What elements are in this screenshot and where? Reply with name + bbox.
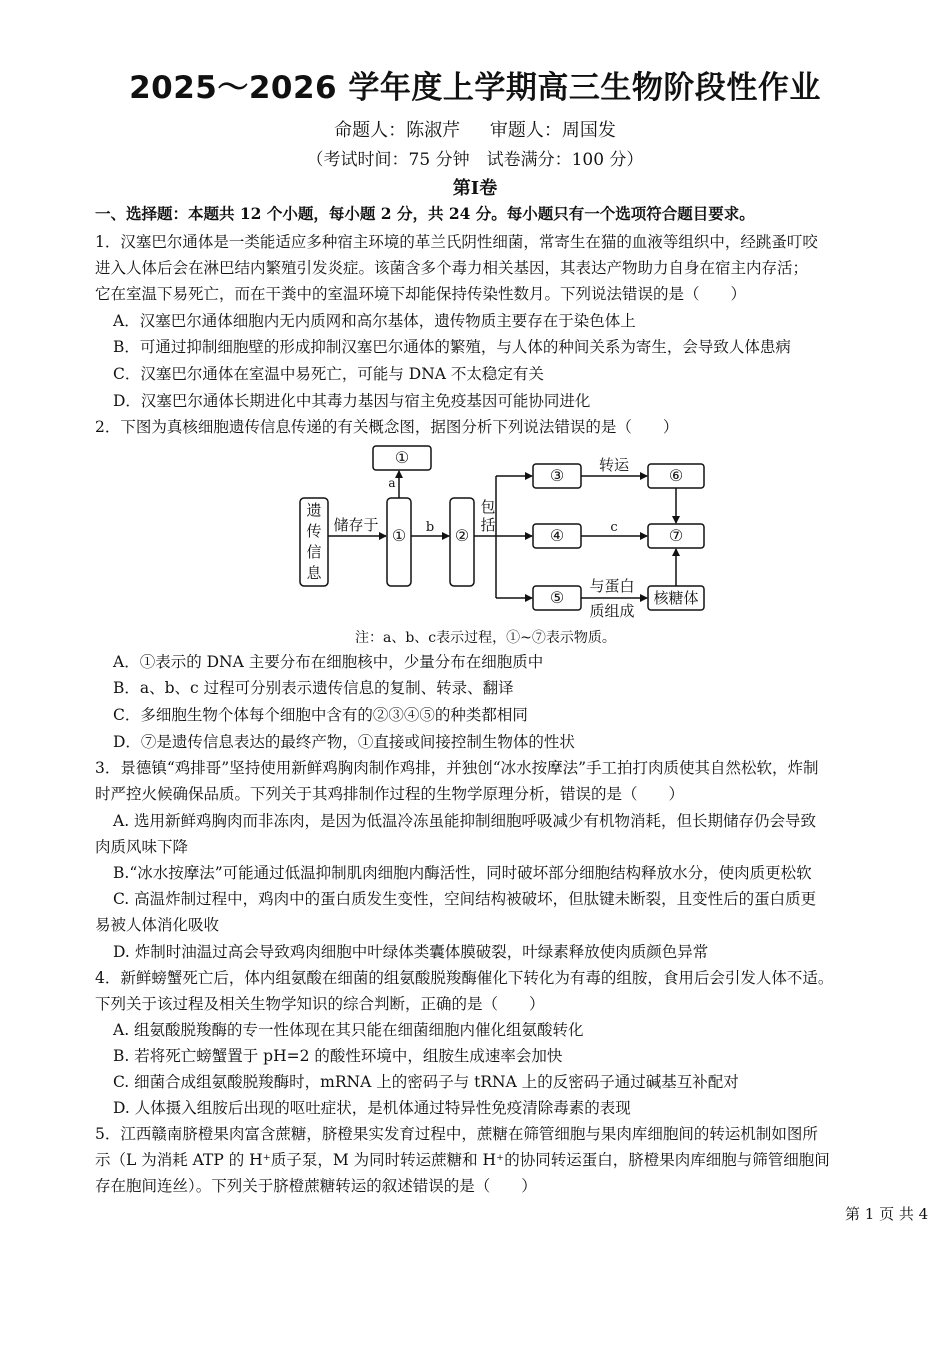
label-b: b <box>425 520 435 535</box>
q3-option-a: A. 选用新鲜鸡胸肉而非冻肉，是因为低温冷冻虽能抑制细胞呼吸减少有机物消耗，但长期储存仍会导致 <box>113 812 817 830</box>
node-2-label: ② <box>454 526 470 545</box>
node-4-label: ④ <box>549 526 565 545</box>
label-include: 包 <box>480 498 496 516</box>
q4-option-a: A. 组氨酸脱羧酶的专一性体现在其只能在细菌细胞内催化组氨酸转化 <box>113 1021 584 1039</box>
setter: 命题人：陈淑芹 <box>334 120 461 141</box>
label-stored: 储存于 <box>333 516 379 534</box>
source-char: 信 <box>306 543 322 561</box>
q2-option-d: D．⑦是遗传信息表达的最终产物，①直接或间接控制生物体的性状 <box>113 733 575 751</box>
label-a: a <box>388 476 396 490</box>
q3-option-d: D. 炸制时油温过高会导致鸡肉细胞中叶绿体类囊体膜破裂，叶绿素释放使肉质颜色异常 <box>113 943 709 961</box>
q3-stem-line: 3．景德镇“鸡排哥”坚持使用新鲜鸡胸肉制作鸡排，并独创“冰水按摩法”手工拍打肉质使其自然松软，炸制 <box>95 759 819 777</box>
q2-option-a: A．①表示的 DNA 主要分布在细胞核中，少量分布在细胞质中 <box>113 653 544 671</box>
q1-stem-line: 它在室温下易死亡，而在干粪中的室温环境下却能保持传染性数月。下列说法错误的是（ ） <box>95 285 747 303</box>
node-top-label: ① <box>394 448 410 467</box>
q5-stem-line: 存在胞间连丝）。下列关于脐橙蔗糖转运的叙述错误的是（ ） <box>95 1177 537 1195</box>
reviewer: 审题人：周国发 <box>489 120 616 141</box>
section-heading: 一、选择题：本题共 12 个小题，每小题 2 分，共 24 分。每小题只有一个选项符合题目要求。 <box>95 204 755 223</box>
authors-line <box>0 116 950 142</box>
q1-option-b: B．可通过抑制细胞壁的形成抑制汉塞巴尔通体的繁殖，与人体的种间关系为寄生，会导致人体患病 <box>113 338 791 356</box>
exam-info: （考试时间：75 分钟 试卷满分：100 分） <box>306 150 644 170</box>
q2-stem: 2．下图为真核细胞遗传信息传递的有关概念图，据图分析下列说法错误的是（ ） <box>95 418 679 436</box>
node-3-label: ③ <box>549 466 565 485</box>
q1-stem-line: 1．汉塞巴尔通体是一类能适应多种宿主环境的革兰氏阴性细菌，常寄生在猫的血液等组织中，经跳蚤叮咬 <box>95 233 818 251</box>
label-include: 括 <box>480 516 496 534</box>
q3-option-b: B.“冰水按摩法”可能通过低温抑制肌肉细胞内酶活性，同时破坏部分细胞结构释放水分，使肉质更松软 <box>113 864 812 882</box>
q4-option-c: C. 细菌合成组氨酸脱羧酶时，mRNA 上的密码子与 tRNA 上的反密码子通过碱基互补配对 <box>113 1073 739 1091</box>
source-char: 息 <box>306 564 322 582</box>
q3-option-a-cont: 肉质风味下降 <box>95 838 189 856</box>
q4-option-b: B. 若将死亡螃蟹置于 pH=2 的酸性环境中，组胺生成速率会加快 <box>113 1047 563 1065</box>
node-5-label: ⑤ <box>549 588 565 607</box>
source-char: 传 <box>306 522 322 540</box>
node-7-label: ⑦ <box>668 526 684 545</box>
source-char: 遗 <box>306 501 322 519</box>
ribosome-label: 核糖体 <box>653 589 699 607</box>
page-title: 2025～2026 学年度上学期高三生物阶段性作业 <box>129 70 821 106</box>
q2-option-c: C．多细胞生物个体每个细胞中含有的②③④⑤的种类都相同 <box>113 706 528 724</box>
q1-stem-line: 进入人体后会在淋巴结内繁殖引发炎症。该菌含多个毒力相关基因，其表达产物助力自身在宿主内存活； <box>95 259 809 277</box>
q1-option-d: D．汉塞巴尔通体长期进化中其毒力基因与宿主免疫基因可能协同进化 <box>113 392 591 410</box>
label-c: c <box>610 520 618 535</box>
label-transport: 转运 <box>598 456 630 474</box>
label-protein: 质组成 <box>589 602 635 620</box>
concept-diagram <box>290 440 720 620</box>
label-protein: 与蛋白 <box>589 577 635 595</box>
q1-option-a: A．汉塞巴尔通体细胞内无内质网和高尔基体，遗传物质主要存在于染色体上 <box>113 312 636 330</box>
q4-option-d: D. 人体摄入组胺后出现的呕吐症状，是机体通过特异性免疫清除毒素的表现 <box>113 1099 631 1117</box>
node-6-label: ⑥ <box>668 466 684 485</box>
diagram-note: 注：a、b、c表示过程，①~⑦表示物质。 <box>355 630 616 646</box>
q2-option-b: B．a、b、c 过程可分别表示遗传信息的复制、转录、翻译 <box>113 679 514 697</box>
q3-option-c: C. 高温炸制过程中，鸡肉中的蛋白质发生变性，空间结构被破坏，但肽键未断裂，且变性后的蛋白质更 <box>113 890 817 908</box>
q3-stem-line: 时严控火候确保品质。下列关于其鸡排制作过程的生物学原理分析，错误的是（ ） <box>95 785 685 803</box>
volume-heading: 第Ⅰ卷 <box>452 178 498 199</box>
node-1-label: ① <box>391 526 407 545</box>
q4-stem-line: 4．新鲜螃蟹死亡后，体内组氨酸在细菌的组氨酸脱羧酶催化下转化为有毒的组胺，食用后会引发人体不适。 <box>95 969 834 987</box>
q4-stem-line: 下列关于该过程及相关生物学知识的综合判断，正确的是（ ） <box>95 995 545 1013</box>
q5-stem-line: 5．江西赣南脐橙果肉富含蔗糖，脐橙果实发育过程中，蔗糖在筛管细胞与果肉库细胞间的转运机制如图所 <box>95 1125 818 1143</box>
q1-option-c: C．汉塞巴尔通体在室温中易死亡，可能与 DNA 不太稳定有关 <box>113 365 544 383</box>
q3-option-c-cont: 易被人体消化吸收 <box>95 916 220 934</box>
page-number: 第 1 页 共 4 <box>845 1205 929 1223</box>
q5-stem-line: 示（L 为消耗 ATP 的 H⁺质子泵，M 为同时转运蔗糖和 H⁺的协同转运蛋白，脐橙果肉库细胞与筛管细胞间 <box>95 1151 830 1169</box>
